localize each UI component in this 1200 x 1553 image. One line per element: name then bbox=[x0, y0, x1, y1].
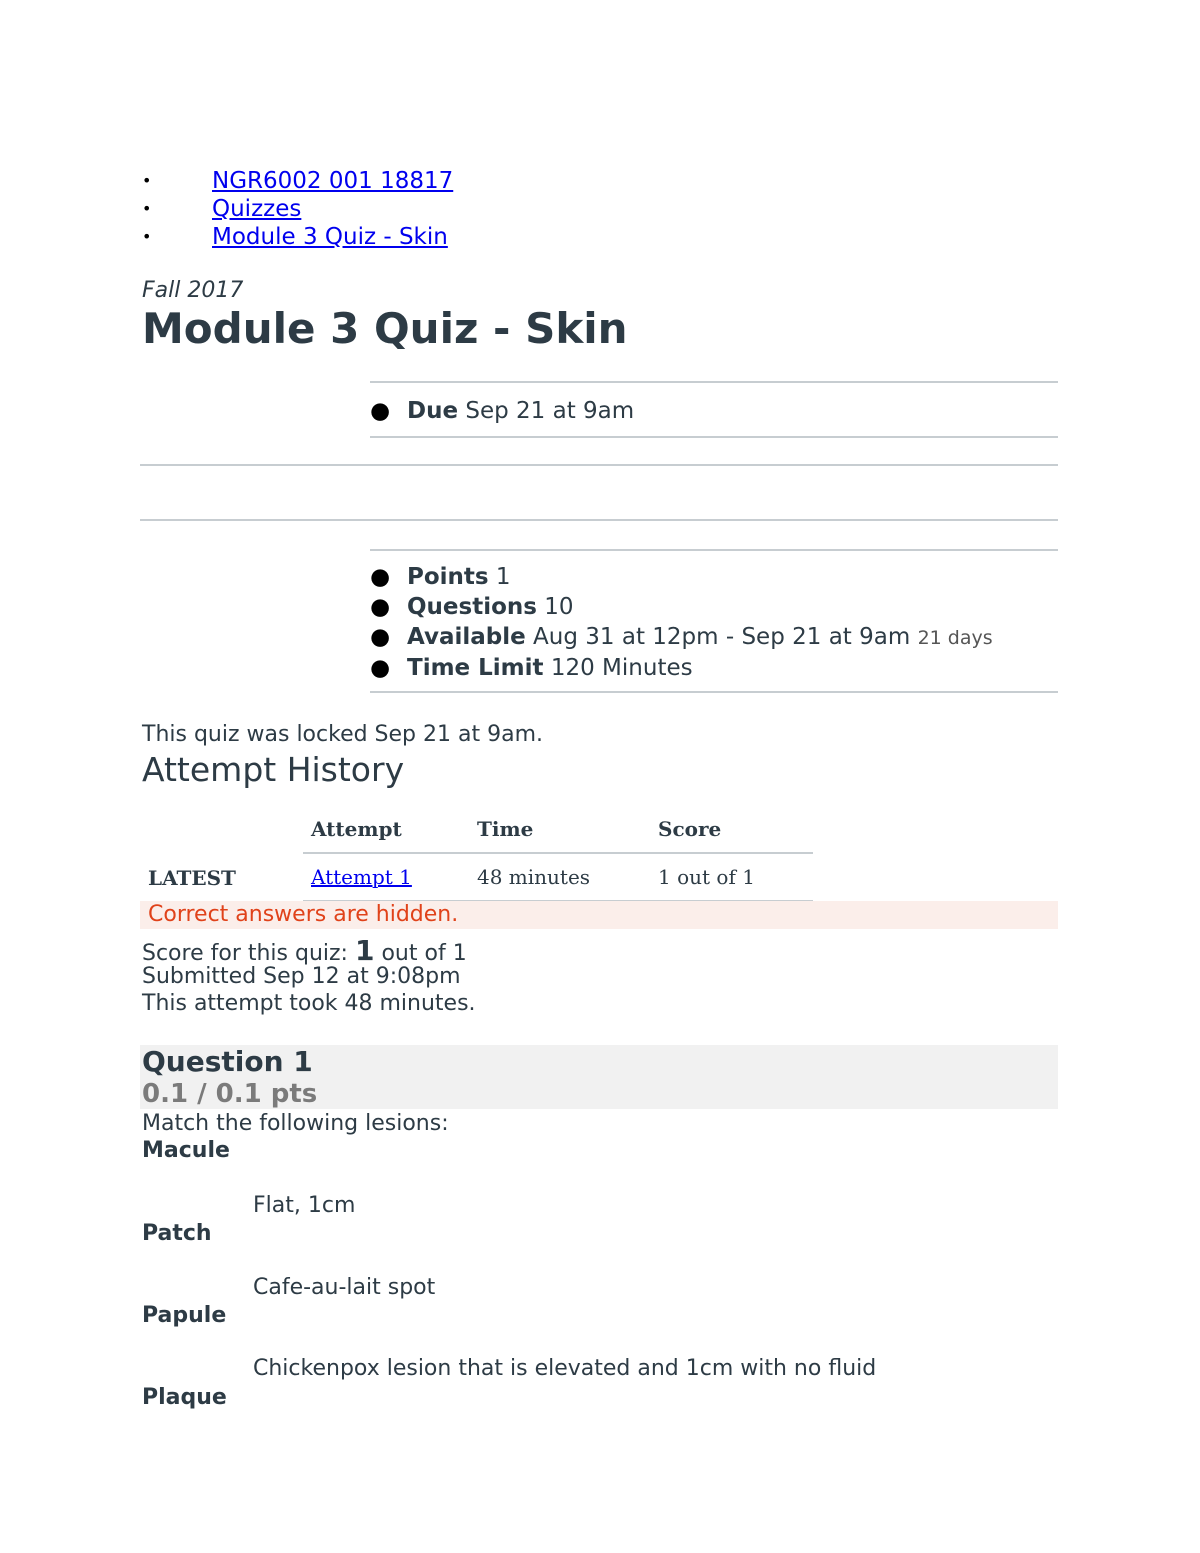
score-value: 1 bbox=[354, 934, 375, 967]
bullet-icon: • bbox=[142, 171, 152, 190]
time-cell: 48 minutes bbox=[469, 853, 650, 901]
divider bbox=[140, 464, 1058, 466]
due-item bbox=[370, 396, 634, 426]
table-row bbox=[140, 853, 813, 901]
duration-text: This attempt took 48 minutes. bbox=[142, 991, 476, 1016]
points-label: Points bbox=[407, 564, 489, 590]
questions-label: Questions bbox=[407, 594, 537, 620]
available-days: 21 days bbox=[917, 627, 993, 649]
score-out-of: out of 1 bbox=[381, 941, 467, 966]
time-limit-item bbox=[370, 653, 993, 683]
time-limit-label: Time Limit bbox=[407, 655, 544, 681]
breadcrumb-quizzes-link[interactable]: Quizzes bbox=[212, 196, 302, 222]
attempt-history-table bbox=[140, 806, 813, 902]
term-label: Fall 2017 bbox=[142, 278, 244, 303]
bullet-icon: ● bbox=[370, 564, 391, 590]
question-header bbox=[140, 1045, 1058, 1109]
table-header-attempt: Attempt bbox=[311, 817, 402, 841]
divider bbox=[370, 436, 1058, 438]
question-title: Question 1 bbox=[142, 1045, 313, 1078]
questions-item bbox=[370, 592, 993, 622]
divider bbox=[370, 549, 1058, 551]
questions-value: 10 bbox=[544, 594, 574, 620]
bullet-icon: • bbox=[142, 199, 152, 218]
latest-tag: LATEST bbox=[140, 853, 303, 901]
question-points: 0.1 / 0.1 pts bbox=[142, 1079, 318, 1109]
table-header-row bbox=[140, 806, 813, 853]
due-label: Due bbox=[407, 398, 459, 424]
due-value: Sep 21 at 9am bbox=[465, 398, 635, 424]
available-label: Available bbox=[407, 624, 526, 650]
match-answer: Flat, 1cm bbox=[253, 1193, 356, 1218]
match-answer: Cafe-au-lait spot bbox=[253, 1275, 436, 1300]
table-header-score: Score bbox=[658, 817, 722, 841]
breadcrumb-course-link[interactable]: NGR6002 001 18817 bbox=[212, 168, 454, 194]
score-summary bbox=[142, 934, 467, 967]
match-term: Macule bbox=[142, 1138, 230, 1163]
attempt-history-heading: Attempt History bbox=[142, 750, 405, 789]
bullet-icon: ● bbox=[370, 655, 391, 681]
match-answer: Chickenpox lesion that is elevated and 1cm with no fluid bbox=[253, 1356, 877, 1381]
score-label: Score for this quiz: bbox=[142, 941, 348, 966]
attempt-cell bbox=[303, 853, 469, 901]
attempt-link[interactable]: Attempt 1 bbox=[311, 865, 412, 889]
time-limit-value: 120 Minutes bbox=[550, 655, 693, 681]
divider bbox=[140, 519, 1058, 521]
points-item bbox=[370, 562, 993, 592]
bullet-icon: ● bbox=[370, 594, 391, 620]
answers-hidden-text: Correct answers are hidden. bbox=[148, 902, 459, 927]
submitted-text: Submitted Sep 12 at 9:08pm bbox=[142, 964, 461, 989]
available-value: Aug 31 at 12pm - Sep 21 at 9am bbox=[533, 624, 911, 650]
divider bbox=[370, 691, 1058, 693]
match-term: Papule bbox=[142, 1303, 227, 1328]
available-item bbox=[370, 622, 993, 653]
answers-hidden-banner bbox=[140, 901, 1058, 929]
bullet-icon: ● bbox=[370, 624, 391, 650]
table-header-empty bbox=[140, 806, 303, 853]
points-value: 1 bbox=[495, 564, 511, 590]
quiz-details bbox=[370, 562, 993, 683]
table-header-time: Time bbox=[477, 817, 534, 841]
bullet-icon: • bbox=[142, 227, 152, 246]
locked-message: This quiz was locked Sep 21 at 9am. bbox=[142, 722, 544, 747]
divider bbox=[370, 381, 1058, 383]
match-term: Plaque bbox=[142, 1385, 227, 1410]
breadcrumb-quiz-link[interactable]: Module 3 Quiz - Skin bbox=[212, 224, 448, 250]
bullet-icon: ● bbox=[370, 398, 391, 424]
page-title: Module 3 Quiz - Skin bbox=[142, 304, 628, 353]
match-term: Patch bbox=[142, 1221, 212, 1246]
score-cell: 1 out of 1 bbox=[650, 853, 813, 901]
question-prompt: Match the following lesions: bbox=[142, 1111, 449, 1136]
